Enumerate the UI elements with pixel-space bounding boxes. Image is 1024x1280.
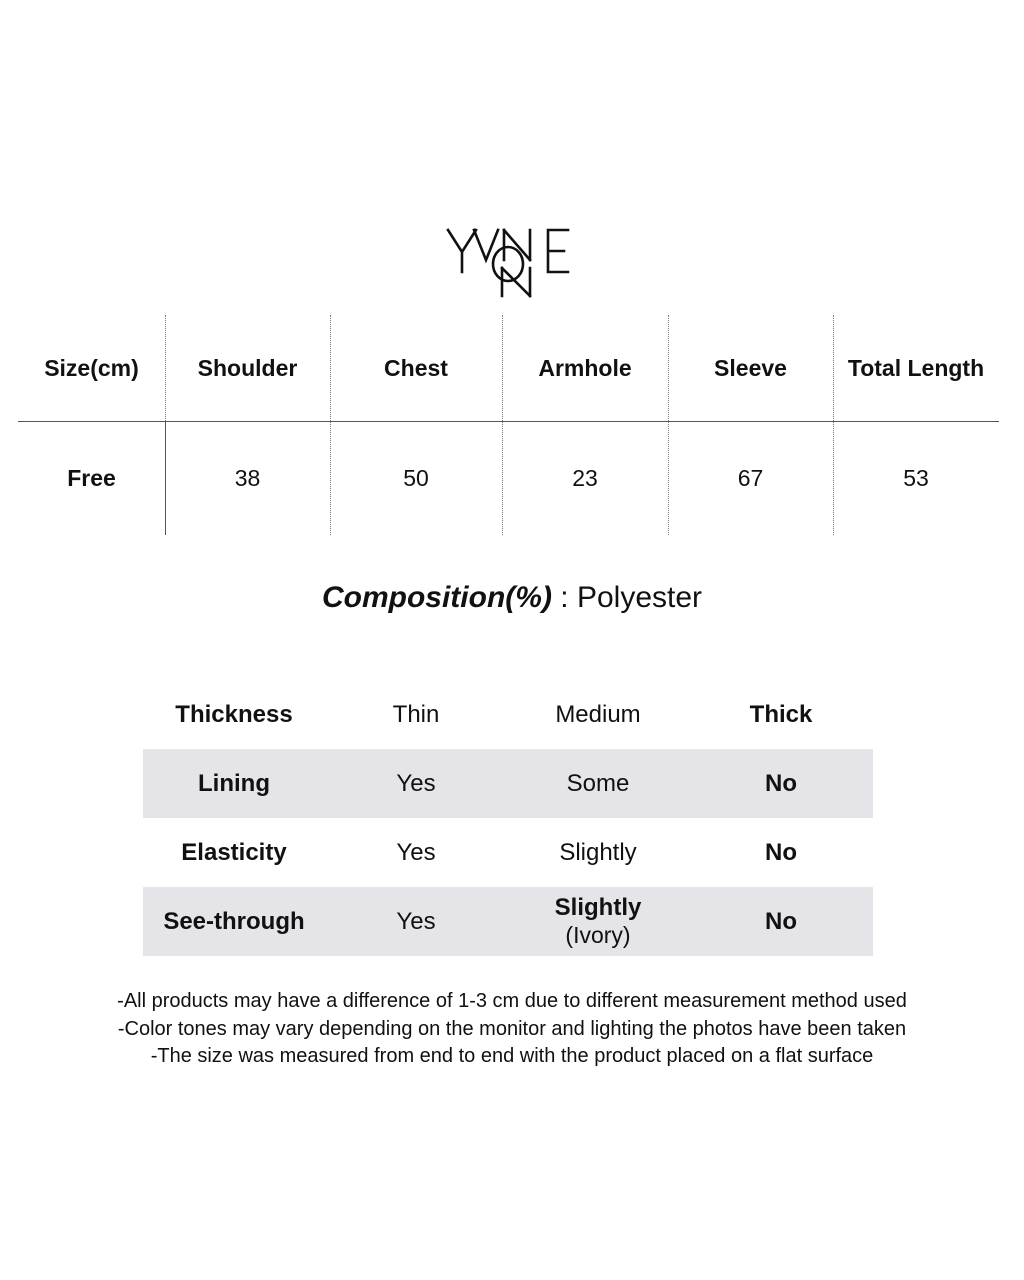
- header-total-length: Total Length: [847, 354, 985, 381]
- property-row-thickness: [143, 680, 873, 749]
- header-size: Size(cm): [44, 354, 139, 381]
- property-option-note: (Ivory): [565, 922, 631, 949]
- property-option-selected: Thick: [749, 700, 813, 728]
- header-chest: Chest: [384, 354, 448, 381]
- property-option-selected: No: [765, 907, 797, 935]
- header-shoulder: Shoulder: [197, 354, 298, 381]
- value-armhole: 23: [572, 464, 598, 491]
- note-line: -Color tones may vary depending on the monitor and lighting the photos have been taken: [117, 1017, 907, 1040]
- property-option: Medium: [555, 700, 641, 728]
- brand-logo: [444, 222, 574, 302]
- header-sleeve: Sleeve: [714, 354, 787, 381]
- property-option: Thin: [392, 700, 440, 728]
- property-name: Elasticity: [181, 838, 287, 866]
- fabric-properties-table: [143, 680, 873, 956]
- composition-value: Polyester: [576, 581, 703, 614]
- disclaimer-notes: [0, 988, 1024, 1071]
- property-option: Some: [566, 769, 630, 797]
- brand-logo-icon: [444, 222, 574, 302]
- property-option: Yes: [396, 769, 436, 797]
- property-option: Yes: [396, 838, 436, 866]
- property-option-selected: No: [765, 838, 797, 866]
- size-table: [18, 315, 999, 535]
- composition-label: Composition(%): [321, 581, 552, 614]
- property-row-elasticity: [143, 818, 873, 887]
- value-total-length: 53: [903, 464, 929, 491]
- property-option-highlighted: Slightly: [554, 894, 642, 922]
- header-armhole: Armhole: [538, 354, 632, 381]
- property-option-with-note: [507, 887, 689, 956]
- composition-line: [0, 578, 1024, 618]
- size-free-label: Free: [67, 464, 116, 491]
- note-line: -All products may have a difference of 1-3 cm due to different measurement method used: [117, 990, 907, 1012]
- property-name: Thickness: [175, 700, 293, 728]
- property-row-see-through: [143, 887, 873, 956]
- value-shoulder: 38: [234, 464, 261, 491]
- property-name: Lining: [198, 769, 270, 797]
- property-row-lining: [143, 749, 873, 818]
- note-line: -The size was measured from end to end with the product placed on a flat surface: [150, 1045, 874, 1067]
- property-name: See-through: [163, 907, 305, 935]
- value-sleeve: 67: [737, 464, 764, 491]
- property-option: Slightly: [559, 838, 637, 866]
- property-option: Yes: [396, 907, 436, 935]
- property-option-selected: No: [765, 769, 797, 797]
- composition-separator: :: [551, 581, 577, 614]
- value-chest: 50: [403, 464, 429, 491]
